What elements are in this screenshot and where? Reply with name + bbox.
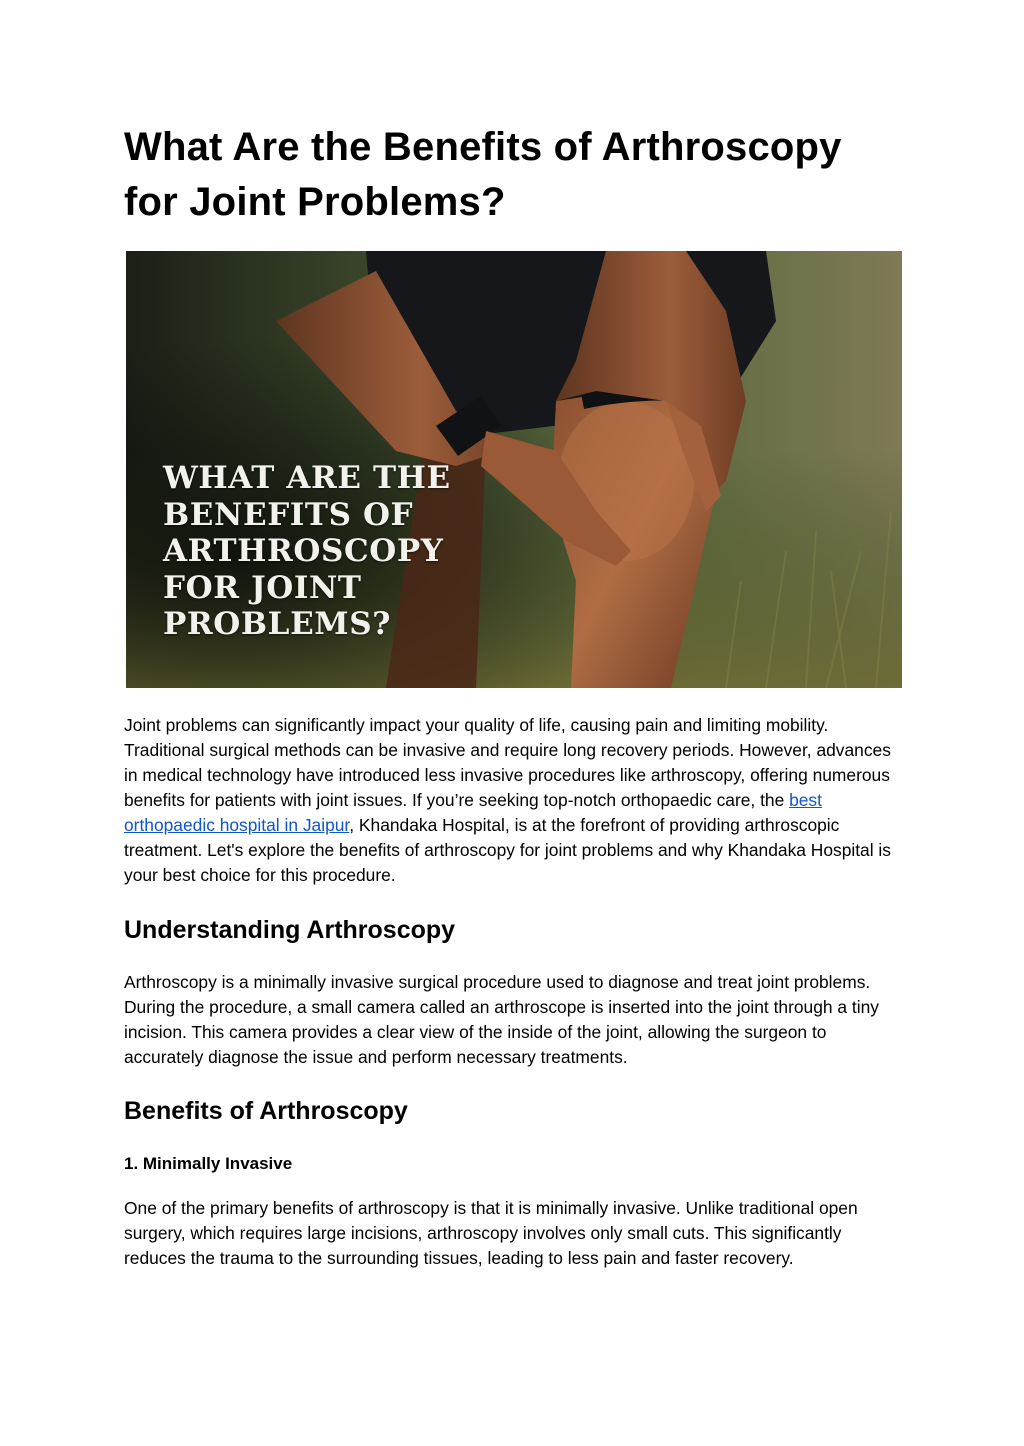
hero-caption-line: WHAT ARE THE (163, 460, 451, 496)
hero-caption (163, 460, 493, 643)
hero-caption-line: FOR JOINT (163, 569, 362, 606)
hero-image (126, 251, 902, 688)
subsection-heading-minimally-invasive: 1. Minimally Invasive (124, 1154, 293, 1173)
section-heading-understanding: Understanding Arthroscopy (124, 916, 456, 944)
hero-caption-line: BENEFITS OF (163, 496, 414, 533)
intro-text-before-link: Joint problems can significantly impact your quality of life, causing pain and limiting mobility. Traditional surgical methods can be invasive and require long recovery periods. However, advances in medical technology have introduced less invasive procedures like arthroscopy, offering numerous benefits for patients with joint issues. If you’re seeking top-notch orthopaedic care, the (124, 715, 891, 810)
hero-caption-line: PROBLEMS? (163, 606, 391, 642)
intro-paragraph (124, 713, 904, 888)
intro-text-after-link: , Khandaka Hospital, is at the forefront of providing arthroscopic treatment. Let's explore the benefits of arthroscopy for joint problems and why Khandaka Hospital is your best choice for this procedure. (124, 815, 891, 885)
section-body-understanding: Arthroscopy is a minimally invasive surgical procedure used to diagnose and treat joint problems. During the procedure, a small camera called an arthroscope is inserted into the joint through a tiny incision. This camera provides a clear view of the inside of the joint, allowing the surgeon to accurately diagnose the issue and perform necessary treatments. (124, 972, 879, 1067)
page-title: What Are the Benefits of Arthroscopy for Joint Problems? (124, 125, 842, 224)
section-heading-benefits: Benefits of Arthroscopy (124, 1097, 408, 1125)
subsection-body-minimally-invasive: One of the primary benefits of arthroscopy is that it is minimally invasive. Unlike traditional open surgery, which requires large incisions, arthroscopy involves only small cuts. This significantly reduces the trauma to the surrounding tissues, leading to less pain and faster recovery. (124, 1198, 858, 1268)
hospital-link[interactable]: best orthopaedic hospital in Jaipur (124, 790, 822, 835)
hero-caption-line: ARTHROSCOPY (163, 533, 444, 569)
